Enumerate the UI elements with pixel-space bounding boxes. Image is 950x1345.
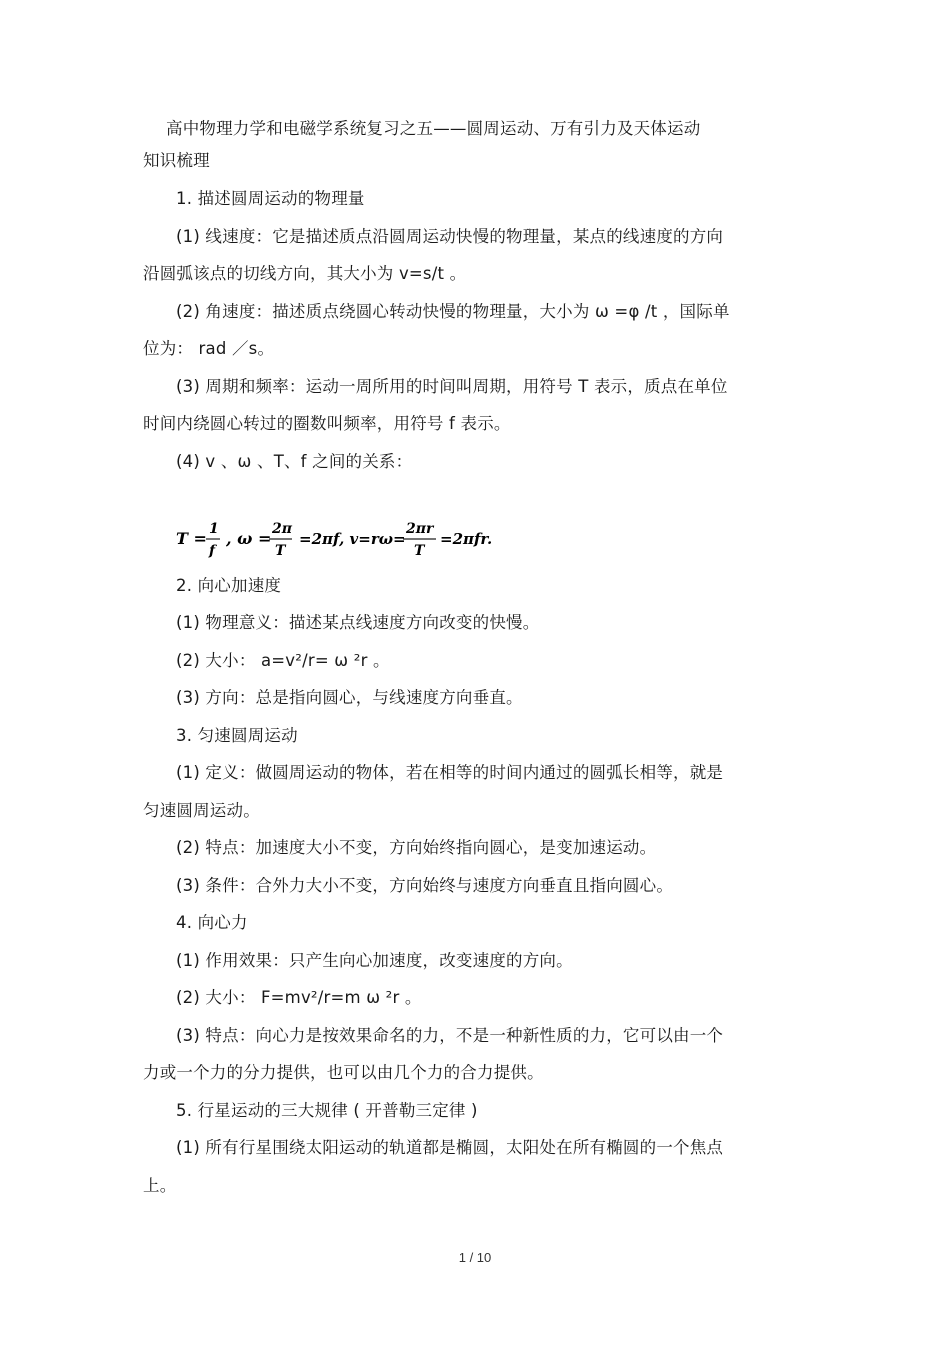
- paragraph-line: 2. 向心加速度: [176, 576, 282, 595]
- paragraph-line: (4) v 、ω 、T、f 之间的关系：: [176, 452, 413, 471]
- page-number: 1 / 10: [458, 1250, 492, 1265]
- section-heading: 知识梳理: [143, 151, 210, 170]
- formula-frac2-den: T: [275, 543, 286, 559]
- paragraph-line: 5. 行星运动的三大规律 ( 开普勒三定律 ): [176, 1101, 478, 1120]
- paragraph-line: 1. 描述圆周运动的物理量: [176, 189, 365, 208]
- paragraph-line: (2) 大小： a=v²/r= ω ²r 。: [176, 651, 390, 670]
- paragraph-line: (3) 方向：总是指向圆心，与线速度方向垂直。: [176, 688, 523, 707]
- paragraph-line: 上。: [143, 1176, 177, 1195]
- paragraph-line: 3. 匀速圆周运动: [176, 726, 298, 745]
- relationship-formula: [176, 518, 506, 562]
- paragraph-line: (1) 作用效果：只产生向心加速度，改变速度的方向。: [176, 951, 573, 970]
- paragraph-line: 沿圆弧该点的切线方向，其大小为 v=s/t 。: [143, 264, 467, 283]
- formula-T: T =: [176, 529, 207, 548]
- formula-frac3-num: 2πr: [406, 521, 434, 537]
- paragraph-line: (3) 条件：合外力大小不变，方向始终与速度方向垂直且指向圆心。: [176, 876, 674, 895]
- paragraph-line: 力或一个力的分力提供，也可以由几个力的合力提供。: [143, 1063, 544, 1082]
- formula-mid: =2πf, v=rω=: [299, 530, 406, 548]
- formula-frac1-den: f: [209, 543, 216, 559]
- document-title: 高中物理力学和电磁学系统复习之五——圆周运动、万有引力及天体运动: [166, 119, 701, 138]
- paragraph-line: 4. 向心力: [176, 913, 248, 932]
- paragraph-line: (2) 大小： F=mv²/r=m ω ²r 。: [176, 988, 422, 1007]
- formula-frac3-den: T: [414, 543, 425, 559]
- formula-frac1-num: 1: [209, 521, 219, 537]
- formula-frac2-num: 2π: [272, 521, 292, 537]
- paragraph-line: (1) 线速度：它是描述质点沿圆周运动快慢的物理量，某点的线速度的方向: [176, 227, 724, 246]
- paragraph-line: 位为： rad ／s。: [143, 339, 275, 358]
- paragraph-line: (1) 定义：做圆周运动的物体，若在相等的时间内通过的圆弧长相等，就是: [176, 763, 724, 782]
- paragraph-line: (1) 所有行星围绕太阳运动的轨道都是椭圆，太阳处在所有椭圆的一个焦点: [176, 1138, 724, 1157]
- paragraph-line: 时间内绕圆心转过的圈数叫频率，用符号 f 表示。: [143, 414, 511, 433]
- paragraph-line: (1) 物理意义：描述某点线速度方向改变的快慢。: [176, 613, 540, 632]
- paragraph-line: (3) 周期和频率：运动一周所用的时间叫周期，用符号 T 表示，质点在单位: [176, 377, 728, 396]
- formula-end: =2πfr.: [440, 530, 493, 548]
- paragraph-line: (2) 角速度：描述质点绕圆心转动快慢的物理量，大小为 ω =φ /t ，国际单: [176, 302, 730, 321]
- paragraph-line: (3) 特点：向心力是按效果命名的力，不是一种新性质的力，它可以由一个: [176, 1026, 724, 1045]
- paragraph-line: (2) 特点：加速度大小不变，方向始终指向圆心，是变加速运动。: [176, 838, 657, 857]
- paragraph-line: 匀速圆周运动。: [143, 801, 260, 820]
- formula-omega: , ω =: [226, 529, 272, 548]
